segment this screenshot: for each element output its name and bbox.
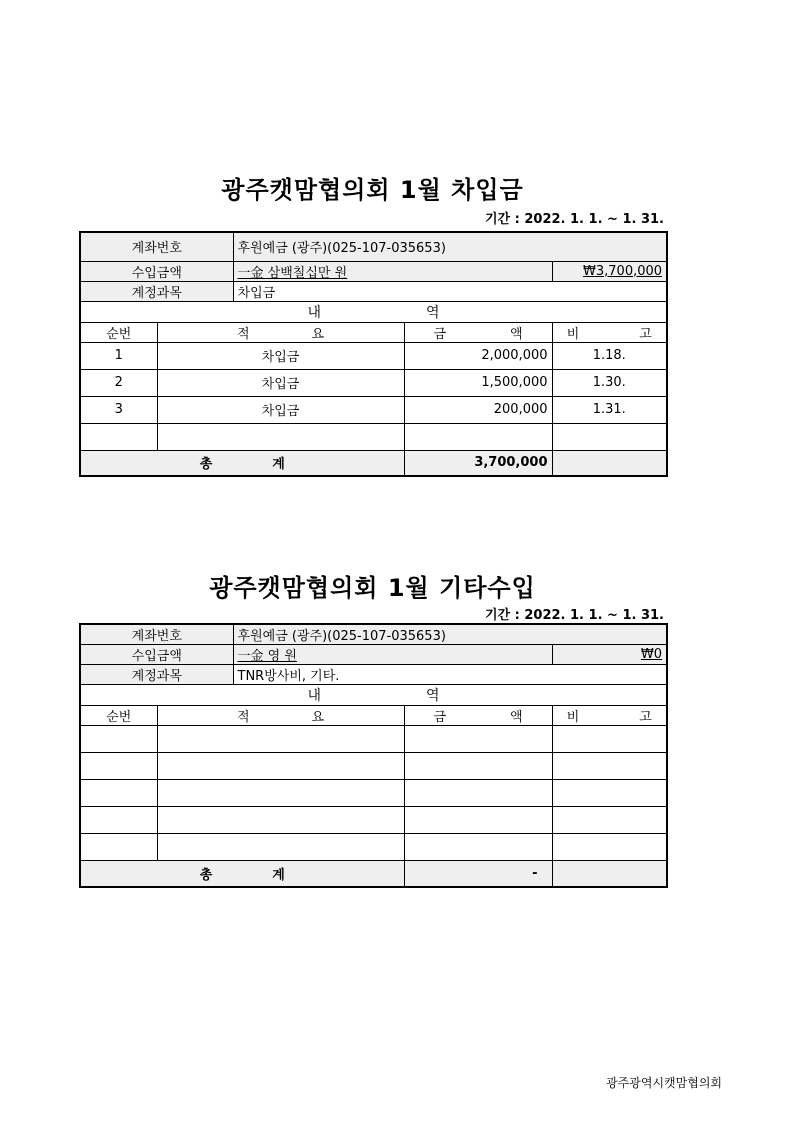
income-amount-label: 수입금액 xyxy=(80,645,233,665)
table-row xyxy=(80,423,667,450)
ledger-table xyxy=(79,231,668,477)
col-header-no: 순번 xyxy=(80,706,157,726)
income-amount-row xyxy=(80,261,667,281)
account-row xyxy=(80,624,667,645)
subject-row xyxy=(80,281,667,301)
table-row: 1 차입금 2,000,000 1.18. xyxy=(80,342,667,369)
total-amount: - xyxy=(404,861,552,887)
total-amount: 3,700,000 xyxy=(404,450,552,476)
details-heading-row xyxy=(80,301,667,322)
account-row xyxy=(80,232,667,261)
details-heading: 내 역 xyxy=(80,301,667,322)
ledger-table xyxy=(79,623,668,888)
col-header-note: 비 고 xyxy=(552,322,667,342)
col-header-no: 순번 xyxy=(80,322,157,342)
col-header-amount: 금 액 xyxy=(404,322,552,342)
table-row xyxy=(80,753,667,780)
total-label: 총 계 xyxy=(80,450,404,476)
table-row xyxy=(80,834,667,861)
column-header-row xyxy=(80,706,667,726)
organization-footer: 광주광역시캣맘협의회 xyxy=(606,1076,722,1090)
income-amount-label: 수입금액 xyxy=(80,261,233,281)
col-header-note: 비 고 xyxy=(552,706,667,726)
income-amount-won: ₩0 xyxy=(640,647,663,662)
col-header-desc: 적 요 xyxy=(157,706,404,726)
subject-label: 계정과목 xyxy=(80,665,233,685)
income-amount-text: 一金 삼백칠십만 원 xyxy=(237,265,348,281)
period-label: 기간 : 2022. 1. 1. ~ 1. 31. xyxy=(485,608,664,623)
column-header-row xyxy=(80,322,667,342)
details-heading-row xyxy=(80,685,667,706)
income-amount-text: 一金 영 원 xyxy=(237,649,297,664)
total-row xyxy=(80,861,667,887)
col-header-desc: 적 요 xyxy=(157,322,404,342)
table-row: 3 차입금 200,000 1.31. xyxy=(80,396,667,423)
account-label: 계좌번호 xyxy=(80,232,233,261)
account-value: 후원예금 (광주)(025-107-035653) xyxy=(233,232,667,261)
table-row xyxy=(80,726,667,753)
income-amount-row xyxy=(80,645,667,665)
page-title: 광주캣맘협의회 1월 기타수입 xyxy=(209,574,536,602)
account-value: 후원예금 (광주)(025-107-035653) xyxy=(233,624,667,645)
subject-row xyxy=(80,665,667,685)
subject-value: 차입금 xyxy=(233,281,667,301)
account-label: 계좌번호 xyxy=(80,624,233,645)
table-row xyxy=(80,780,667,807)
subject-label: 계정과목 xyxy=(80,281,233,301)
col-header-amount: 금 액 xyxy=(404,706,552,726)
total-label: 총 계 xyxy=(80,861,404,887)
subject-value: TNR방사비, 기타. xyxy=(233,665,667,685)
page-title: 광주캣맘협의회 1월 차입금 xyxy=(221,176,524,204)
period-label: 기간 : 2022. 1. 1. ~ 1. 31. xyxy=(485,212,664,227)
income-amount-won: ₩3,700,000 xyxy=(583,263,663,279)
details-heading: 내 역 xyxy=(80,685,667,706)
table-row xyxy=(80,807,667,834)
table-row: 2 차입금 1,500,000 1.30. xyxy=(80,369,667,396)
total-row xyxy=(80,450,667,476)
